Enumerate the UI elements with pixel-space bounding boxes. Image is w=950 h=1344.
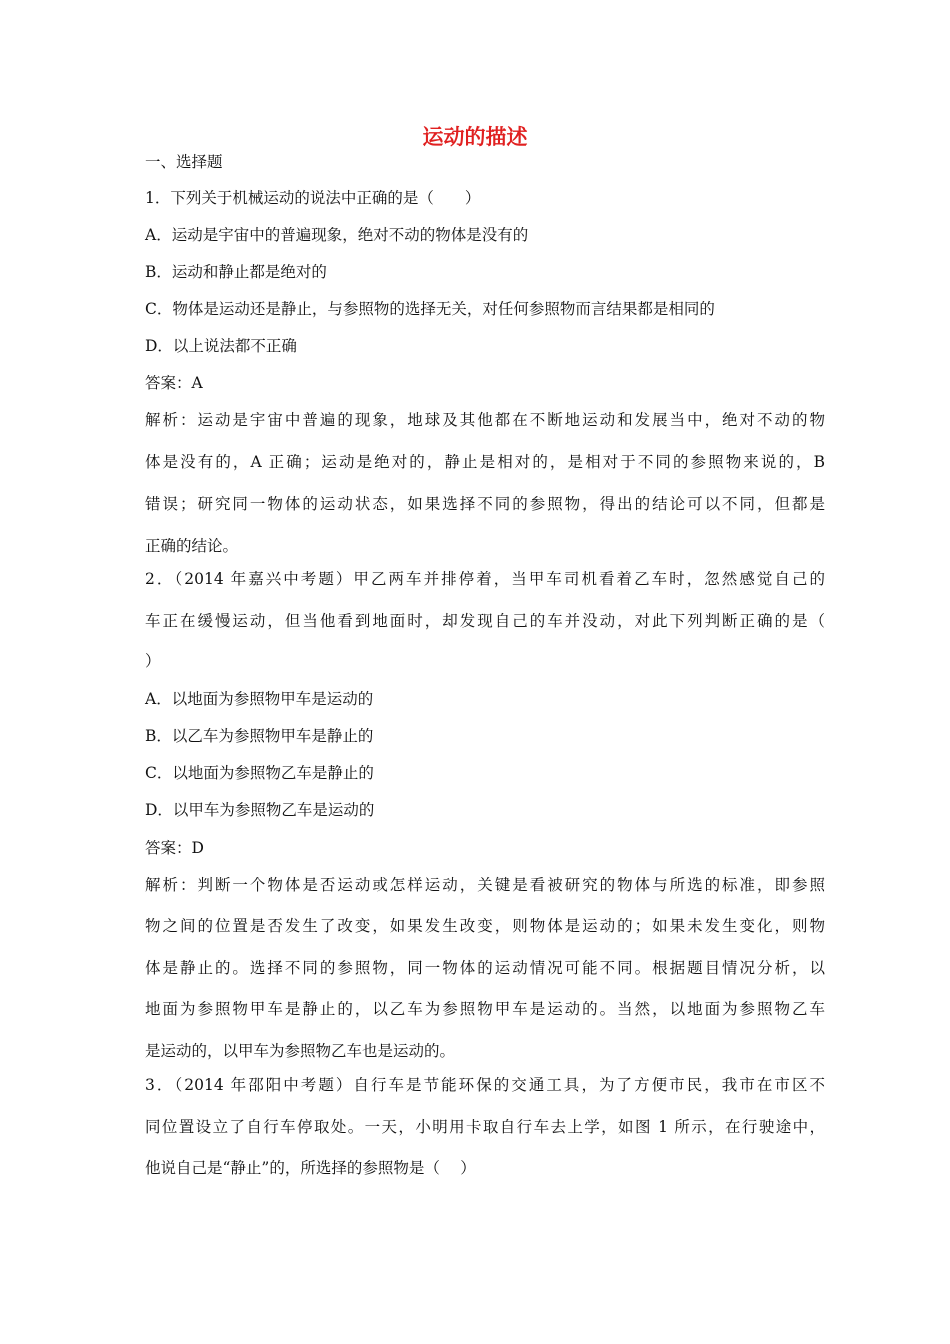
q1-option-c: C．物体是运动还是静止，与参照物的选择无关，对任何参照物而言结果都是相同的 xyxy=(145,300,715,318)
q2-analysis-line: 物之间的位置是否发生了改变，如果发生改变，则物体是运动的；如果未发生变化，则物 xyxy=(145,917,825,935)
q2-stem-line: 2．（2014 年嘉兴中考题）甲乙两车并排停着，当甲车司机看着乙车时，忽然感觉自己的 xyxy=(145,570,825,588)
q2-analysis-line: 体是静止的。选择不同的参照物，同一物体的运动情况可能不同。根据题目情况分析，以 xyxy=(145,959,825,977)
q2-stem-line: 车正在缓慢运动，但当他看到地面时，却发现自己的车并没动，对此下列判断正确的是（ xyxy=(145,612,825,630)
q2-answer: 答案：D xyxy=(145,839,204,857)
q3-stem-line: 同位置设立了自行车停取处。一天，小明用卡取自行车去上学，如图 1 所示，在行驶途中， xyxy=(145,1118,825,1136)
q1-answer: 答案：A xyxy=(145,374,203,392)
q2-option-a: A．以地面为参照物甲车是运动的 xyxy=(145,690,374,708)
q1-analysis-line: 错误；研究同一物体的运动状态，如果选择不同的参照物，得出的结论可以不同，但都是 xyxy=(145,495,825,513)
q2-analysis-line: 地面为参照物甲车是静止的，以乙车为参照物甲车是运动的。当然，以地面为参照物乙车 xyxy=(145,1000,825,1018)
q2-option-c: C．以地面为参照物乙车是静止的 xyxy=(145,764,374,782)
section-heading: 一、选择题 xyxy=(145,153,223,171)
q1-analysis-line: 体是没有的，A 正确；运动是绝对的，静止是相对的，是相对于不同的参照物来说的，B xyxy=(145,453,825,471)
q1-stem: 1．下列关于机械运动的说法中正确的是（ ） xyxy=(145,189,481,207)
document-title: 运动的描述 xyxy=(422,125,528,149)
q1-analysis-line: 正确的结论。 xyxy=(145,537,239,555)
q2-analysis-line: 是运动的，以甲车为参照物乙车也是运动的。 xyxy=(145,1042,456,1060)
q2-stem-line: ） xyxy=(145,652,161,670)
q3-stem-line: 他说自己是“静止”的，所选择的参照物是（ ） xyxy=(145,1159,476,1177)
q2-option-d: D．以甲车为参照物乙车是运动的 xyxy=(145,801,375,819)
q3-stem-line: 3．（2014 年邵阳中考题）自行车是节能环保的交通工具，为了方便市民，我市在市区不 xyxy=(145,1076,825,1094)
q1-option-d: D．以上说法都不正确 xyxy=(145,337,297,355)
q1-option-b: B．运动和静止都是绝对的 xyxy=(145,263,327,281)
q2-analysis-line: 解析：判断一个物体是否运动或怎样运动，关键是看被研究的物体与所选的标准，即参照 xyxy=(145,876,825,894)
q1-analysis-line: 解析：运动是宇宙中普遍的现象，地球及其他都在不断地运动和发展当中，绝对不动的物 xyxy=(145,411,825,429)
q1-option-a: A．运动是宇宙中的普遍现象，绝对不动的物体是没有的 xyxy=(145,226,529,244)
q2-option-b: B．以乙车为参照物甲车是静止的 xyxy=(145,727,374,745)
